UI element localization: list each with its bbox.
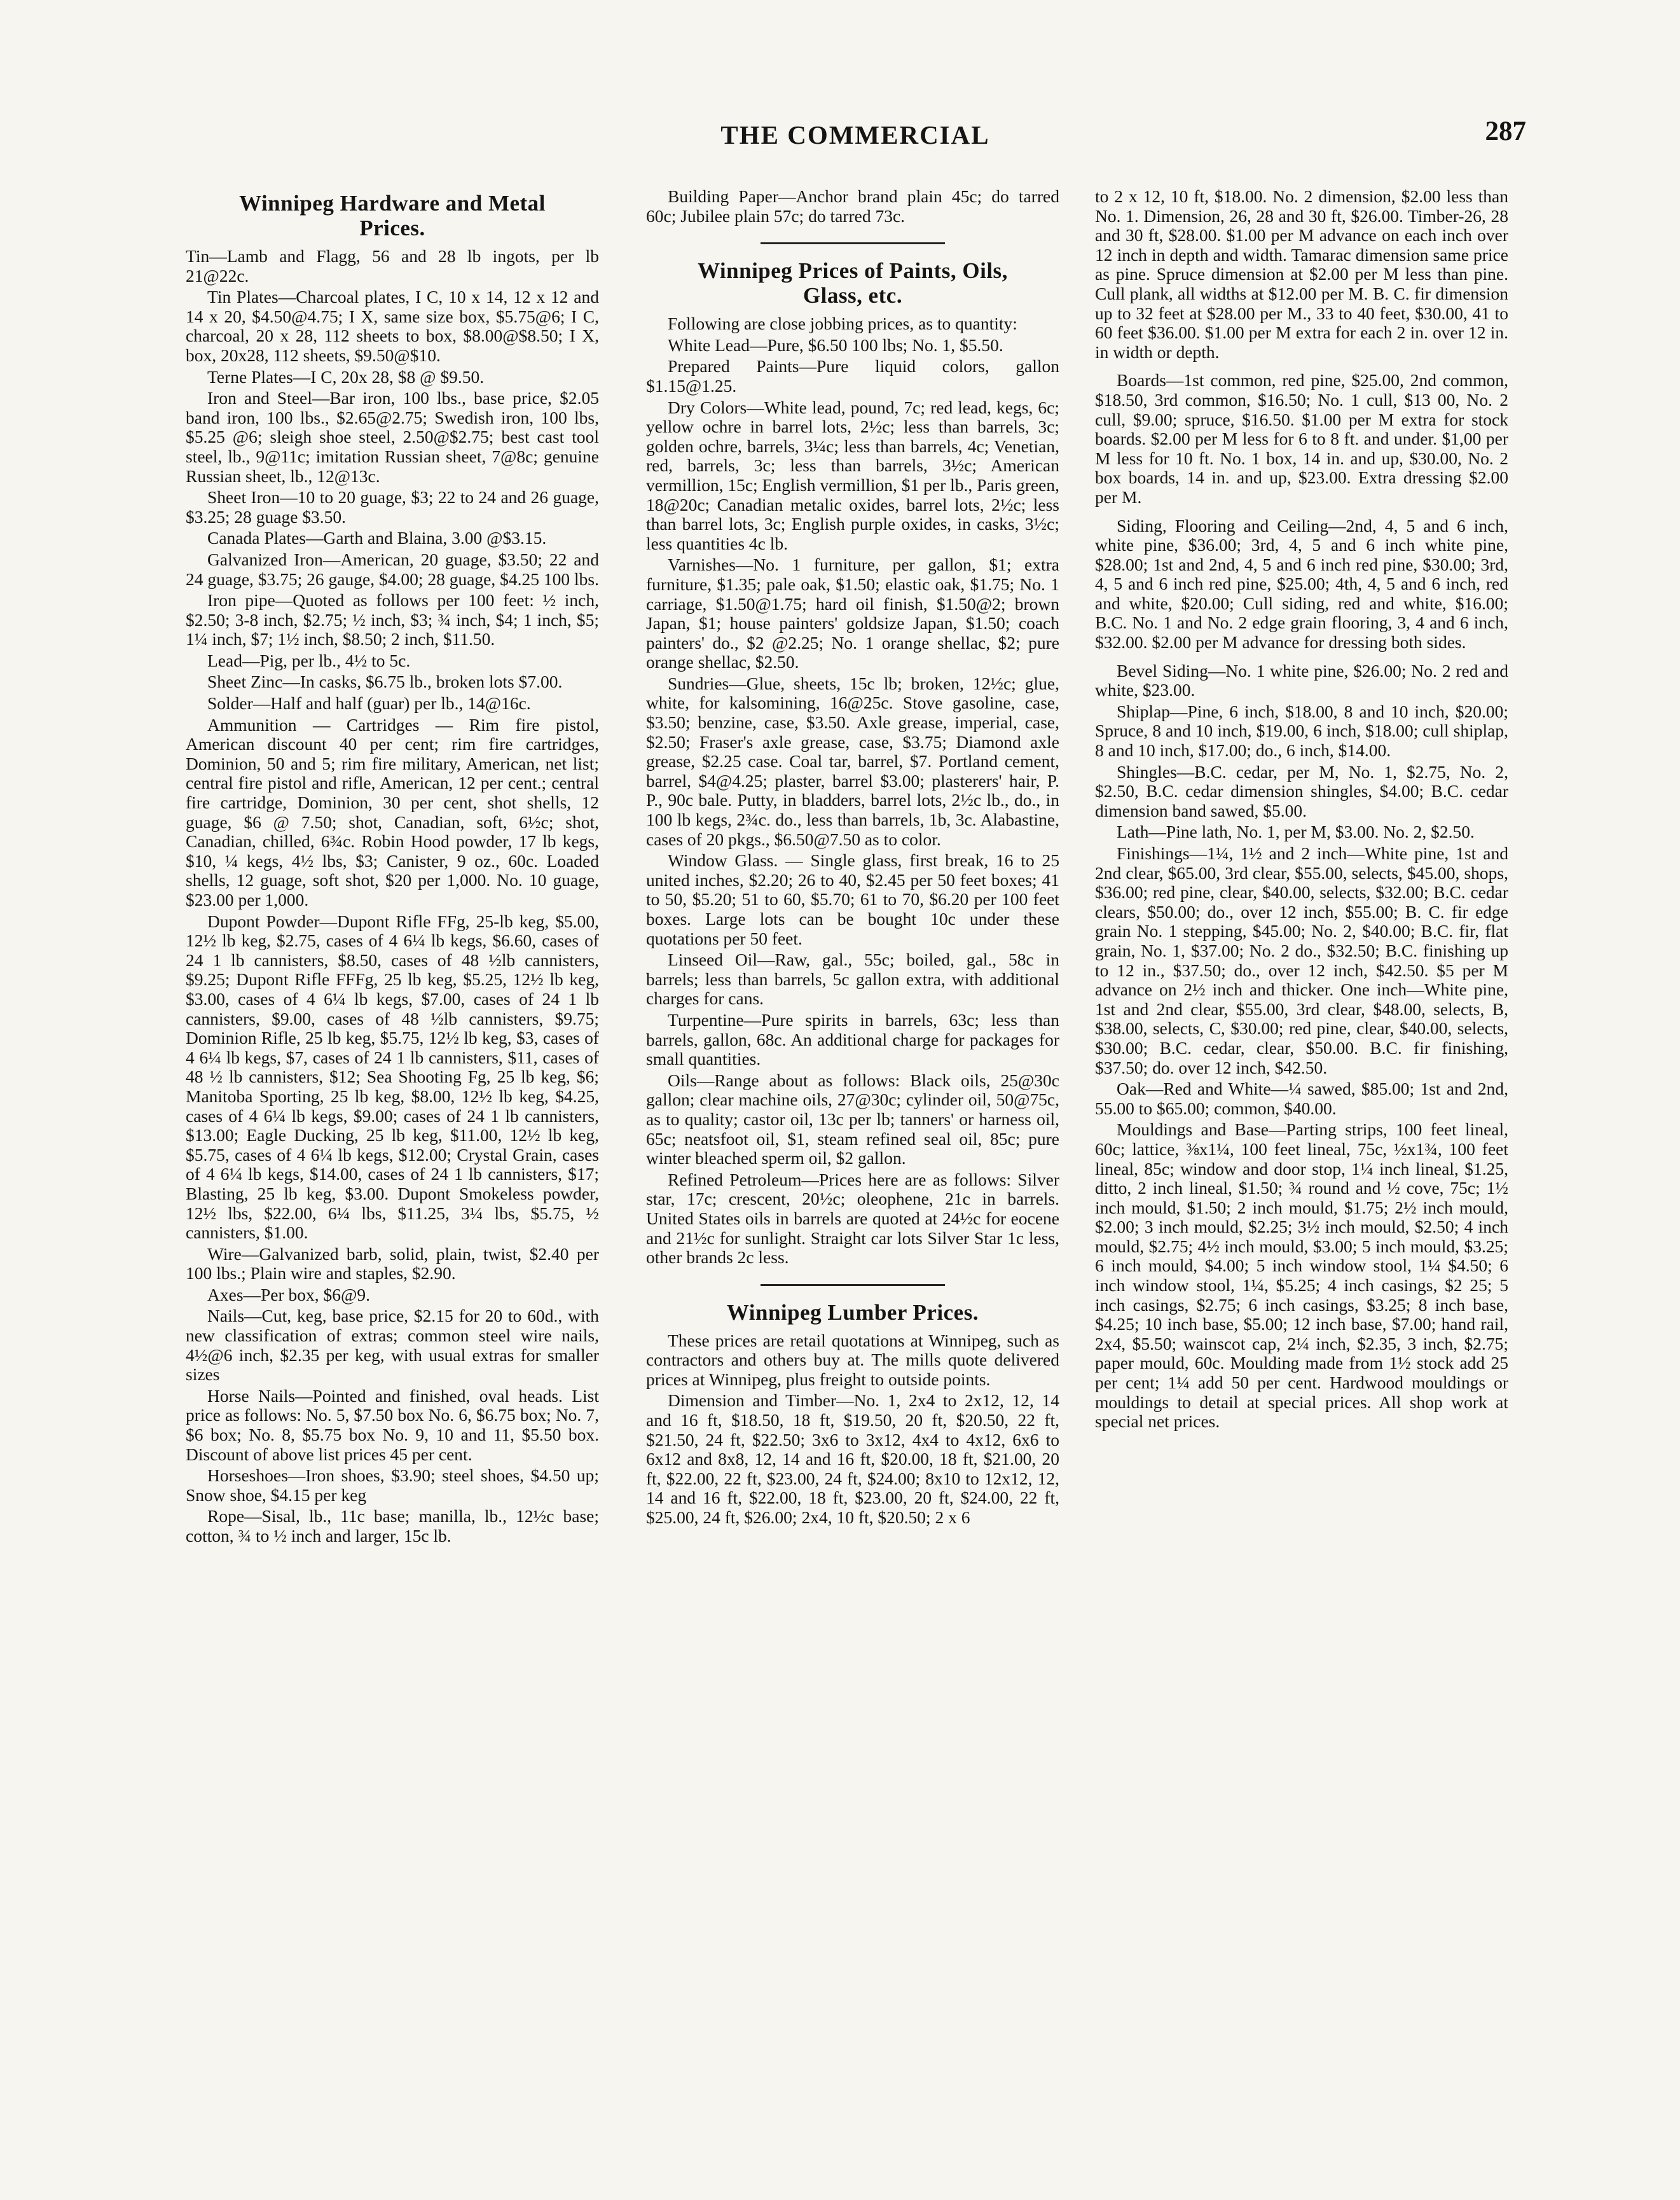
paints-paragraph: Varnishes—No. 1 furniture, per gallon, $1; extra furniture, $1.35; pale oak, $1.50; elastic oak, $1.75; No. 1 carriage, $1.50@1.75; hard oil finish, $1.50@2; brown Japan, $1; house painters' goldsize Japan, $1.50; coach painters' do., $2 @2.25; No. 1 orange shellac, $2; pure orange shellac, $2.50. bbox=[646, 555, 1059, 672]
lumber-paragraph: Boards—1st common, red pine, $25.00, 2nd common, $18.50, 3rd common, $16.50; No. 1 cull, $13 00, No. 2 cull, $9.00; spruce, $16.50. $1.00 per M extra for stock boards. $2.00 per M less for 6 to 8 ft. and under. $1,00 per M less for 10 ft. No. 1 box, 14 in. and up, $30.00, No. 2 box boards, 14 in. and up, $23.00. Extra dressing $2.00 per M. bbox=[1095, 370, 1508, 507]
lumber-paragraph: Shiplap—Pine, 6 inch, $18.00, 8 and 10 inch, $20.00; Spruce, 8 and 10 inch, $19.00, 6 inch, $18.00; cull shiplap, 8 and 10 inch, $17.00; do., 6 inch, $14.00. bbox=[1095, 701, 1508, 761]
hardware-paragraph: Canada Plates—Garth and Blaina, 3.00 @$3.15. bbox=[207, 528, 547, 548]
hardware-paragraph: Dupont Powder—Dupont Rifle FFg, 25-lb keg, $5.00, 12½ lb keg, $2.75, cases of 4 6¼ lb kegs, $6.60, cases of 24 1 lb cannisters, $8.50, cases of 48 ½lb cannisters, $9.25; Dupont Rifle FFFg, 25 lb keg, $5.25, 12½ lb keg, $3.00, cases of 4 6¼ lb kegs, $7.00, cases of 24 1 lb cannisters, $9.00, cases of 48 ½lb cannisters, $9.75; Dominion Rifle, 25 lb keg, $5.75, 12½ lb keg, $3, cases of 4 6¼ lb kegs, $7, cases of 24 1 lb cannisters, $11, cases of 48 ½ lb cannisters, $12; Sea Shooting Fg, 25 lb keg, $6; Manitoba Sporting, 25 lb keg, $8.00, 12½ lb keg, $4.25, cases of 4 6¼ lb kegs, $9.00; cases of 24 1 lb cannisters, $13.00; Eagle Ducking, 25 lb keg, $11.00, 12½ lb keg, $5.75, cases of 4 6¼ lb kegs, $12.00; Crystal Grain, cases of 4 6¼ lb kegs, $14.00, cases of 24 1 lb cannisters, $17; Blasting, 25 lb keg, $3.00. Dupont Smokeless powder, 12½ lbs, $22.00, 6¼ lbs, $11.25, 3¼ lbs, $5.75, ½ cannisters, $1.00. bbox=[186, 911, 599, 1243]
hardware-title-line1: Winnipeg Hardware and Metal bbox=[239, 191, 546, 216]
hardware-paragraph: Galvanized Iron—American, 20 guage, $3.50; 22 and 24 guage, $3.75; 26 gauge, $4.00; 28 guage, $4.25 100 lbs. bbox=[186, 549, 599, 589]
hardware-paragraph: Tin—Lamb and Flagg, 56 and 28 lb ingots, per lb 21@22c. bbox=[186, 246, 599, 286]
lumber-paragraph: Oak—Red and White—¼ sawed, $85.00; 1st and 2nd, 55.00 to $65.00; common, $40.00. bbox=[1095, 1079, 1508, 1118]
hardware-paragraph: Terne Plates—I C, 20x 28, $8 @ $9.50. bbox=[207, 366, 485, 387]
paints-paragraph: Turpentine—Pure spirits in barrels, 63c; less than barrels, gallon, 68c. An additional charge for packages for small quantities. bbox=[646, 1009, 1059, 1069]
hardware-title-line2: Prices. bbox=[359, 216, 425, 240]
hardware-paragraph: Axes—Per box, $6@9. bbox=[207, 1284, 370, 1304]
lumber-paragraph: Lath—Pine lath, No. 1, per M, $3.00. No. 2, $2.50. bbox=[1117, 822, 1475, 842]
lumber-paragraph: Shingles—B.C. cedar, per M, No. 1, $2.75, No. 2, $2.50, B.C. cedar dimension shingles, $4.00; B.C. cedar dimension band sawed, $5.00. bbox=[1095, 761, 1508, 820]
paints-paragraph: Prepared Paints—Pure liquid colors, gallon $1.15@1.25. bbox=[646, 356, 1059, 396]
paints-title-line1: Winnipeg Prices of Paints, Oils, bbox=[698, 258, 1008, 284]
paints-paragraph: Oils—Range about as follows: Black oils, 25@30c gallon; clear machine oils, 27@30c; cylinder oil, 50@75c, as to quality; castor oil, 13c per lb; tanners' or harness oil, 65c; neatsfoot oil, $1, steam refined seal oil, 85c; pure winter bleached sperm oil, $2 gallon. bbox=[646, 1070, 1059, 1168]
lumber-paragraph: Finishings—1¼, 1½ and 2 inch—White pine, 1st and 2nd clear, $65.00, 3rd clear, $55.00, selects, $45.00, shops, $36.00; red pine, clear, $40.00, selects, $32.00; B.C. cedar clears, $50.00; do., over 12 inch, $55.00; B. C. fir edge grain No. 1 stepping, $45.00; No. 2, $40.00; B.C. fir, flat grain, No. 1, $37.00; No. 2 do., $32.50; B.C. finishing up to 12 in., $37.50; do., over 12 inch, $42.50. $5 per M advance on 2½ inch and thicker. One inch—White pine, 1st and 2nd clear, $55.00, 3rd clear, $48.00, selects, B, $38.00, selects, C, $30.00; red pine, clear, $40.00, selects, $30.00; B.C. cedar, clear, $50.00. B.C. fir finishing, $37.50; do. over 12 inch, $42.50. bbox=[1095, 843, 1508, 1077]
hardware-paragraph: Nails—Cut, keg, base price, $2.15 for 20 to 60d., with new classification of extras; common steel wire nails, 4½@6 inch, $2.35 per keg, with usual extras for smaller sizes bbox=[186, 1306, 599, 1385]
column-3 bbox=[1095, 187, 1508, 2146]
hardware-paragraph: Tin Plates—Charcoal plates, I C, 10 x 14, 12 x 12 and 14 x 20, $4.50@4.75; I X, same size box, $5.75@6; I C, charcoal, 20 x 28, 112 sheets to box, $8.00@$8.50; I X, box, 20x28, 112 sheets, $9.50@$10. bbox=[186, 287, 599, 365]
lumber-section-title: Winnipeg Lumber Prices. bbox=[726, 1299, 979, 1325]
page-number: 287 bbox=[1485, 116, 1526, 146]
building-paper-paragraph: Building Paper—Anchor brand plain 45c; do tarred 60c; Jubilee plain 57c; do tarred 73c. bbox=[646, 187, 1059, 226]
hardware-paragraph: Rope—Sisal, lb., 11c base; manilla, lb., 12½c base; cotton, ¾ to ½ inch and larger, 15c lb. bbox=[186, 1506, 599, 1546]
paints-paragraph: Following are close jobbing prices, as to quantity: bbox=[668, 314, 1017, 334]
paints-paragraph: Dry Colors—White lead, pound, 7c; red lead, kegs, 6c; yellow ochre in barrel lots, 2½c; less than barrels, 3c; golden ochre, barrels, 3¼c; less than barrels, 4c; Venetian, red, barrels, 3c; less than barrels, 3½c; American vermillion, 15c; English vermillion, $1 per lb., Paris green, 18@20c; Canadian metalic oxides, barrel lots, 2½c; less than barrel lots, 3c; English purple oxides, in casks, 3½c; less quantities 4c lb. bbox=[646, 397, 1059, 553]
hardware-paragraph: Iron and Steel—Bar iron, 100 lbs., base price, $2.05 band iron, 100 lbs., $2.65@2.75; Swedish iron, 100 lbs, $5.25 @6; sleigh shoe steel, 2.50@$2.75; best cast tool steel, lb., 9@11c; imitation Russian sheet, 7@8c; genuine Russian sheet, lb., 12@13c. bbox=[186, 388, 599, 486]
hardware-paragraph: Iron pipe—Quoted as follows per 100 feet: ½ inch, $2.50; 3-8 inch, $2.75; ½ inch, $3; ¾ inch, $4; 1 inch, $5; 1¼ inch, $7; 1½ inch, $8.50; 2 inch, $11.50. bbox=[186, 590, 599, 649]
section-divider bbox=[761, 242, 945, 244]
paints-paragraph: Linseed Oil—Raw, gal., 55c; boiled, gal., 58c in barrels; less than barrels, 5c gallon extra, with additional charges for cans. bbox=[646, 950, 1059, 1009]
column-2 bbox=[646, 187, 1059, 2146]
hardware-paragraph: Horseshoes—Iron shoes, $3.90; steel shoes, $4.50 up; Snow shoe, $4.15 per keg bbox=[186, 1465, 599, 1505]
lumber-paragraph: Siding, Flooring and Ceiling—2nd, 4, 5 and 6 inch, white pine, $36.00; 3rd, 4, 5 and 6 inch white pine, $28.00; 1st and 2nd, 4, 5 and 6 inch red pine, $30.00; 3rd, 4, 5 and 6 inch red pine, $25.00; 4th, 4, 5 and 6 inch, red and white, $20.00; Cull siding, red and white, $16.00; B.C. No. 1 and No. 2 edge grain flooring, 3, 4 and 6 inch, $32.00. $2.00 per M advance for dressing both sides. bbox=[1095, 515, 1508, 653]
paints-paragraph: White Lead—Pure, $6.50 100 lbs; No. 1, $5.50. bbox=[668, 335, 1003, 355]
hardware-paragraph: Wire—Galvanized barb, solid, plain, twist, $2.40 per 100 lbs.; Plain wire and staples, $2.90. bbox=[186, 1243, 599, 1283]
paints-paragraph: Sundries—Glue, sheets, 15c lb; broken, 12½c; glue, white, for kalsomining, 16@25c. Stove gasoline, case, $3.50; benzine, case, $3.50. Axle grease, imperial, case, $2.50; Fraser's axle grease, case, $3.75; Diamond axle grease, $2.25 case. Coal tar, barrel, $7. Portland cement, barrel, $4@4.25; plaster, barrel $3.00; plasterers' hair, P. P., 90c bale. Putty, in bladders, barrel lots, 2½c lb., do., in 100 lb kegs, 2¾c. do., less than barrels, 1b, 3c. Alabastine, cases of 20 pkgs., $6.50@7.50 as to color. bbox=[646, 673, 1059, 849]
lumber-paragraph: Bevel Siding—No. 1 white pine, $26.00; No. 2 red and white, $23.00. bbox=[1095, 660, 1508, 700]
paints-paragraph: Window Glass. — Single glass, first break, 16 to 25 united inches, $2.20; 26 to 40, $2.45 per 50 feet boxes; 41 to 50, $5.20; 51 to 60, $5.70; 61 to 70, $6.20 per 100 feet boxes. Large lots can be bought 10c under these quotations per 50 feet. bbox=[646, 850, 1059, 948]
section-divider bbox=[761, 1284, 945, 1286]
hardware-paragraph: Sheet Iron—10 to 20 guage, $3; 22 to 24 and 26 guage, $3.25; 28 guage $3.50. bbox=[186, 487, 599, 527]
lumber-paragraph: Mouldings and Base—Parting strips, 100 feet lineal, 60c; lattice, ⅜x1¼, 100 feet lineal, 75c, ½x1¾, 100 feet lineal, 85c; window and door stop, 1¼ inch lineal, $1.25, ditto, 2 inch lineal, $1.50; ¾ round and ½ cove, 75c; 1½ inch mould, $1.50; 2 inch mould, $1.75; 2½ inch mould, $2.00; 3 inch mould, $2.25; 3½ inch mould, $2.50; 4 inch mould, $2.75; 4½ inch mould, $3.00; 5 inch mould, $3.25; 6 inch mould, $4.00; 5 inch window stool, 1¼ $4.50; 6 inch window stool, 1¼, $5.25; 4 inch casings, $2 25; 5 inch casings, $2.75; 6 inch casings, $3.25; 8 inch base, $4.25; 10 inch base, $5.00; 12 inch base, $7.00; hand rail, 2x4, $5.50; wainscot cap, 2¼ inch, $2.35, 3 inch, $2.75; paper mould, 60c. Moulding made from 1½ stock add 25 per cent; 1¼ add 50 per cent. Hardwood mouldings or mouldings to detail at special prices. All shop work at special net prices. bbox=[1095, 1119, 1508, 1432]
paints-paragraph: Refined Petroleum—Prices here are as follows: Silver star, 17c; crescent, 20½c; oleophene, 21c in barrels. United States oils in barrels are quoted at 24½c for eocene and 21½c for sunlight. Straight car lots Silver Star 1c less, other brands 2c less. bbox=[646, 1169, 1059, 1268]
hardware-paragraph: Lead—Pig, per lb., 4½ to 5c. bbox=[207, 650, 411, 670]
paints-title-line2: Glass, etc. bbox=[802, 283, 903, 308]
running-title: THE COMMERCIAL bbox=[720, 120, 990, 149]
lumber-paragraph: Dimension and Timber—No. 1, 2x4 to 2x12, 12, 14 and 16 ft, $18.50, 18 ft, $19.50, 20 ft, $20.50, 22 ft, $21.50, 24 ft, $22.50; 3x6 to 3x12, 4x4 to 4x12, 6x6 to 6x12 and 8x8, 12, 14 and 16 ft, $20.00, 18 ft, $21.00, 20 ft, $22.00, 22 ft, $23.00, 24 ft, $24.00; 8x10 to 12x12, 12, 14 and 16 ft, $22.00, 18 ft, $23.00, 20 ft, $24.00, 22 ft, $25.00, 24 ft, $26.00; 2x4, 10 ft, $20.50; 2 x 6 bbox=[646, 1390, 1059, 1528]
hardware-paragraph: Ammunition — Cartridges — Rim fire pistol, American discount 40 per cent; rim fire cartridges, Dominion, 50 and 5; rim fire military, American, net list; central fire pistol and rifle, American, 12 per cent.; central fire cartridge, Dominion, 30 per cent, shot shells, 12 guage, $6 @ 7.50; shot, Canadian, soft, 6½c; shot, Canadian, chilled, 6¾c. Robin Hood powder, 17 lb kegs, $10, ¼ kegs, 4½ lbs, $3; Canister, 9 oz., 60c. Loaded shells, 12 guage, soft shot, $20 per 1,000. No. 10 guage, $23.00 per 1,000. bbox=[186, 714, 599, 910]
paints-section-title bbox=[646, 258, 1059, 308]
page-header bbox=[184, 116, 1526, 164]
lumber-paragraph: These prices are retail quotations at Winnipeg, such as contractors and others buy at. The mills quote delivered prices at Winnipeg, plus freight to outside points. bbox=[646, 1330, 1059, 1389]
hardware-section-title bbox=[186, 191, 599, 240]
lumber-paragraph: to 2 x 12, 10 ft, $18.00. No. 2 dimension, $2.00 less than No. 1. Dimension, 26, 28 and 30 ft, $26.00. Timber-26, 28 and 30 ft, $28.00. $1.00 per M advance on each inch over 12 inch in depth and width. Tamarac dimension same price as pine. Spruce dimension at $2.00 per M less than pine. Cull plank, all widths at $12.00 per M. B. C. fir dimension up to 32 feet at $28.00 per M., 33 to 40 feet, $30.00, 41 to 60 feet $36.00. $1.00 per M extra for each 2 in. over 12 in. in width or depth. bbox=[1095, 187, 1508, 362]
column-1 bbox=[186, 187, 599, 2146]
hardware-paragraph: Sheet Zinc—In casks, $6.75 lb., broken lots $7.00. bbox=[207, 672, 563, 692]
hardware-paragraph: Solder—Half and half (guar) per lb., 14@16c. bbox=[207, 693, 531, 714]
hardware-paragraph: Horse Nails—Pointed and finished, oval heads. List price as follows: No. 5, $7.50 box No. 6, $6.75 box; No. 7, $6 box; No. 8, $5.75 box No. 9, 10 and 11, $5.50 box. Discount of above list prices 45 per cent. bbox=[186, 1385, 599, 1464]
